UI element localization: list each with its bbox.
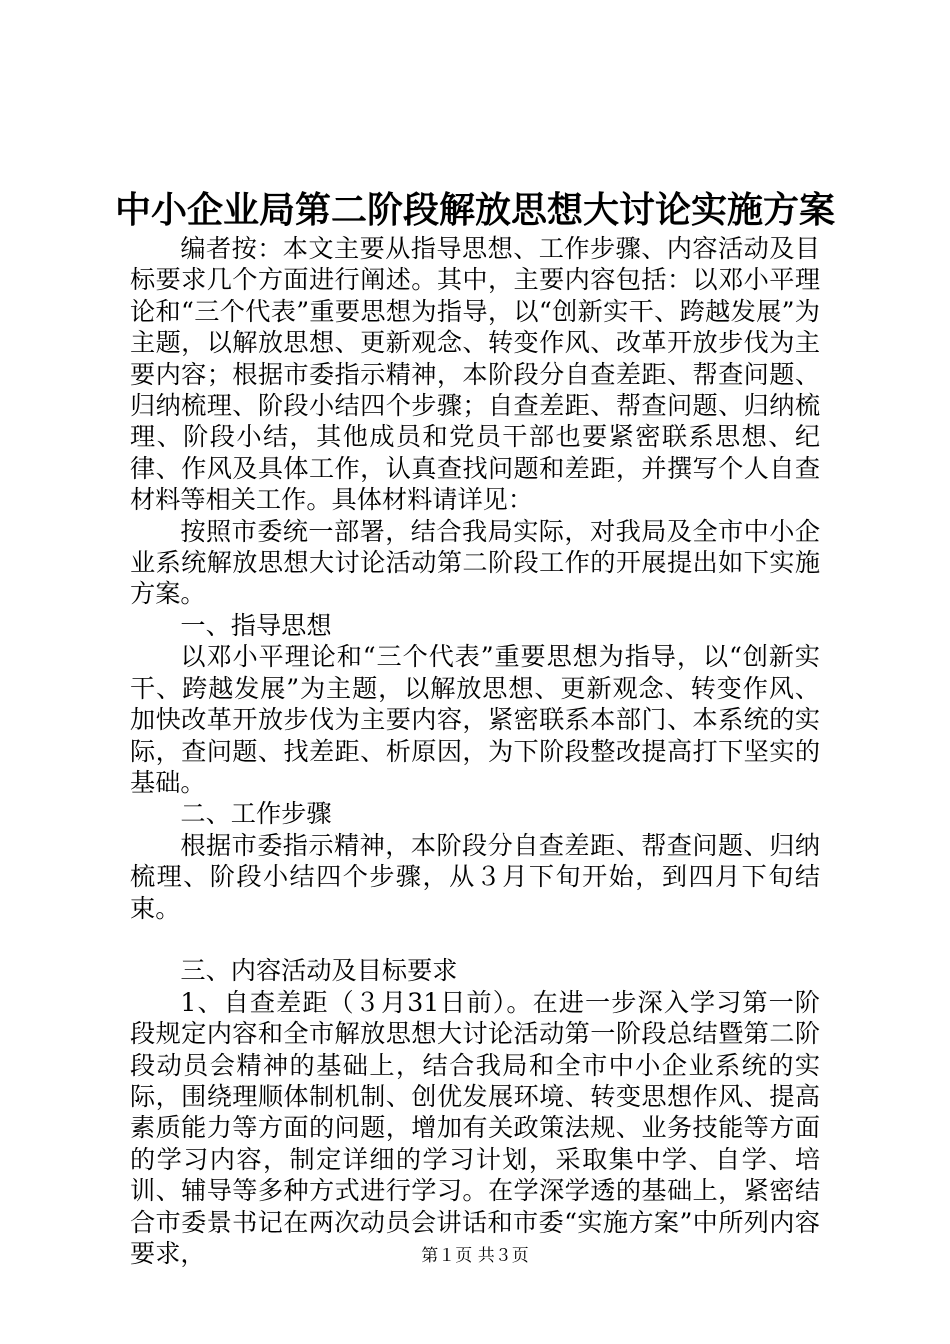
intro-paragraph: 按照市委统一部署，结合我局实际，对我局及全市中小企业系统解放思想大讨论活动第二阶段工作的开展提出如下实施方案。 [130,516,820,609]
section-heading-guiding-ideology: 一、指导思想 [180,610,332,640]
section-heading-content-activities: 三、内容活动及目标要求 [180,956,458,986]
self-check-paragraph: 1、自查差距（３月31日前）。在进一步深入学习第一阶段规定内容和全市解放思想大讨论活动第一阶段总结暨第二阶段动员会精神的基础上，结合我局和全市中小企业系统的实际，围绕理顺体制机制、创优发展环境、转变思想作风、提高素质能力等方面的问题，增加有关政策法规、业务技能等方面的学习内容，制定详细的学习计划，采取集中学、自学、培训、辅导等多种方式进行学习。在学深学透的基础上，紧密结合市委景书记在两次动员会讲话和市委“实施方案”中所列内容要求， [130,987,820,1268]
guiding-ideology-paragraph: 以邓小平理论和“三个代表”重要思想为指导，以“创新实干、跨越发展”为主题，以解放思想、更新观念、转变作风、加快改革开放步伐为主要内容，紧密联系本部门、本系统的实际，查问题、找差距、析原因，为下阶段整改提高打下坚实的基础。 [130,642,820,797]
blank-line [130,924,820,955]
document-title: 中小企业局第二阶段解放思想大讨论实施方案 [114,189,835,231]
section-heading-work-steps: 二、工作步骤 [180,799,332,829]
editor-note-paragraph: 编者按：本文主要从指导思想、工作步骤、内容活动及目标要求几个方面进行阐述。其中，主要内容包括：以邓小平理论和“三个代表”重要思想为指导，以“创新实干、跨越发展”为主题，以解放思想、更新观念、转变作风、改革开放步伐为主要内容；根据市委指示精神，本阶段分自查差距、帮查问题、归纳梳理、阶段小结四个步骤；自查差距、帮查问题、归纳梳理、阶段小结，其他成员和党员干部也要紧密联系思想、纪律、作风及具体工作，认真查找问题和差距，并撰写个人自查材料等相关工作。具体材料请详见： [130,234,820,515]
document-body [130,233,820,1269]
work-steps-paragraph: 根据市委指示精神，本阶段分自查差距、帮查问题、归纳梳理、阶段小结四个步骤，从３月下旬开始，到四月下旬结束。 [130,830,820,923]
page-footer: 第１页 共３页 [421,1246,529,1266]
